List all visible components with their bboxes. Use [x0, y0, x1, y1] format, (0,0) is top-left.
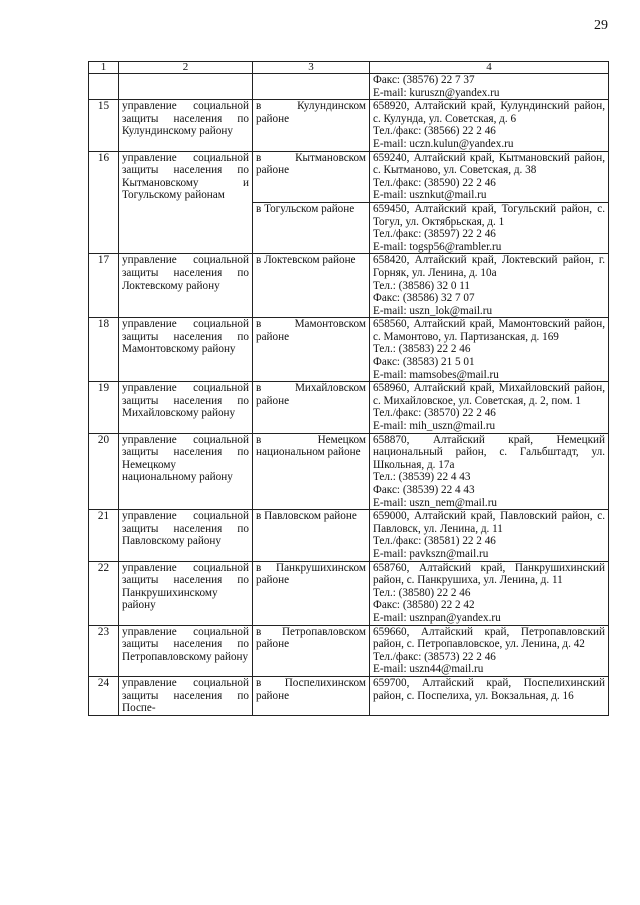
row-number: 16: [89, 151, 119, 254]
email-line: E-mail: uszn_lok@mail.ru: [373, 304, 493, 317]
address-line: 658420, Алтайский край, Локтевский район, г. Горняк, ул. Ленина, д. 10а: [373, 254, 605, 279]
organization-name: управление социальной защиты населения по Кытмановскому и Тогульскому районам: [119, 151, 253, 254]
phone-line: Тел./факс: (38581) 22 2 46: [373, 535, 496, 548]
address-line: 659450, Алтайский край, Тогульский район, с. Тогул, ул. Октябрьская, д. 1: [373, 202, 605, 228]
address-line: 658560, Алтайский край, Мамонтовский район, с. Мамонтово, ул. Партизанская, д. 169: [373, 318, 605, 343]
continuation-fax: Факс: (38576) 22 7 37: [373, 74, 475, 86]
organization-name: управление социальной защиты населения по Немецкому национальному району: [119, 433, 253, 510]
row-number: 21: [89, 510, 119, 561]
organization-name: управление социальной защиты населения по Локтевскому району: [119, 254, 253, 318]
address-line: 659000, Алтайский край, Павловский район, с. Павловск, ул. Ленина, д. 11: [373, 510, 605, 535]
row-number: 17: [89, 254, 119, 318]
row-number: 24: [89, 676, 119, 715]
phone-line: Тел.: (38580) 22 2 46: [373, 586, 471, 599]
address-line: 659660, Алтайский край, Петропавловский район, с. Петропавловское, ул. Ленина, д. 42: [373, 625, 605, 651]
district-name: в Кулундинском районе: [253, 100, 370, 151]
address-line: 659700, Алтайский край, Поспелихинский район, с. Поспелиха, ул. Вокзальная, д. 16: [373, 676, 605, 702]
district-name: в Мамонтовском районе: [253, 318, 370, 382]
email-line: E-mail: mih_uszn@mail.ru: [373, 420, 496, 433]
email-line: E-mail: usznkut@mail.ru: [373, 189, 487, 202]
column-number-4: 4: [370, 62, 609, 74]
fax-line: Факс: (38586) 32 7 07: [373, 292, 475, 305]
organization-name: управление социальной защиты населения по Кулундинскому району: [119, 100, 253, 151]
phone-line: Тел.: (38583) 22 2 46: [373, 343, 471, 356]
address-line: 658960, Алтайский край, Михайловский район, с. Михайловское, ул. Советская, д. 2, пом. 1: [373, 382, 605, 407]
column-number-3: 3: [253, 62, 370, 74]
contact-details: [370, 676, 609, 715]
continuation-num-cell: [89, 74, 119, 100]
district-name: в Кытмановском районе: [253, 151, 370, 202]
organization-name: управление социальной защиты населения по Панкрушихинскому району: [119, 561, 253, 625]
address-line: 659240, Алтайский край, Кытмановский район, с. Кытманово, ул. Советская, д. 38: [373, 151, 605, 177]
contact-details: [370, 382, 609, 433]
continuation-row: [89, 74, 609, 100]
phone-line: Тел.: (38586) 32 0 11: [373, 279, 471, 292]
email-line: E-mail: uczn.kulun@yandex.ru: [373, 137, 514, 150]
row-number: 23: [89, 625, 119, 676]
column-number-row: [89, 62, 609, 74]
email-line: E-mail: uszn_nem@mail.ru: [373, 496, 498, 509]
contact-details: [370, 433, 609, 510]
column-number-1: 1: [89, 62, 119, 74]
district-name: в Локтевском районе: [253, 254, 370, 318]
table-row: [89, 433, 609, 510]
row-number: 20: [89, 433, 119, 510]
fax-line: Факс: (38539) 22 4 43: [373, 484, 475, 496]
contact-details: [370, 100, 609, 151]
district-name: в Петропавловском районе: [253, 625, 370, 676]
continuation-email: E-mail: kuruszn@yandex.ru: [373, 86, 500, 99]
table-row: [89, 382, 609, 433]
table-row: [89, 151, 609, 202]
contact-details: [370, 254, 609, 318]
table-row: [89, 510, 609, 561]
continuation-org-cell: [119, 74, 253, 100]
organization-name: управление социальной защиты населения по Павловскому району: [119, 510, 253, 561]
contact-details: [370, 318, 609, 382]
fax-line: Факс: (38580) 22 2 42: [373, 599, 475, 612]
district-name: в Тогульском районе: [253, 202, 370, 253]
phone-line: Тел./факс: (38597) 22 2 46: [373, 228, 496, 241]
phone-line: Тел./факс: (38570) 22 2 46: [373, 407, 496, 420]
contact-details: [370, 561, 609, 625]
phone-line: Тел.: (38539) 22 4 43: [373, 471, 471, 484]
district-name: в Немецком национальном районе: [253, 433, 370, 510]
contact-details: [370, 202, 609, 253]
email-line: E-mail: pavkszn@mail.ru: [373, 547, 489, 560]
district-name: в Панкрушихинском районе: [253, 561, 370, 625]
address-line: 658870, Алтайский край, Немецкий национальный район, с. Гальбштадт, ул. Школьная, д. 17а: [373, 433, 605, 471]
district-name: в Михайловском районе: [253, 382, 370, 433]
organization-name: управление социальной защиты населения по Петропавловскому району: [119, 625, 253, 676]
phone-line: Тел./факс: (38590) 22 2 46: [373, 176, 496, 189]
email-line: E-mail: usznpan@yandex.ru: [373, 611, 501, 624]
continuation-contacts-cell: [370, 74, 609, 100]
email-line: E-mail: uszn44@mail.ru: [373, 663, 484, 676]
email-line: E-mail: mamsobes@mail.ru: [373, 368, 499, 381]
contact-details: [370, 151, 609, 202]
table-row: [89, 100, 609, 151]
district-name: в Павловском районе: [253, 510, 370, 561]
continuation-area-cell: [253, 74, 370, 100]
organization-name: управление социальной защиты населения по Поспе-: [119, 676, 253, 715]
district-name: в Поспелихинском районе: [253, 676, 370, 715]
organization-name: управление социальной защиты населения по Мамонтовскому району: [119, 318, 253, 382]
row-number: 22: [89, 561, 119, 625]
table-row: [89, 254, 609, 318]
email-line: E-mail: togsp56@rambler.ru: [373, 240, 502, 253]
table-row: [89, 625, 609, 676]
table-row: [89, 676, 609, 715]
phone-line: Тел./факс: (38566) 22 2 46: [373, 125, 496, 138]
fax-line: Факс: (38583) 21 5 01: [373, 356, 475, 369]
phone-line: Тел./факс: (38573) 22 2 46: [373, 650, 496, 663]
offices-table: [88, 61, 609, 716]
row-number: 19: [89, 382, 119, 433]
address-line: 658920, Алтайский край, Кулундинский район, с. Кулунда, ул. Советская, д. 6: [373, 100, 605, 125]
page-number: 29: [594, 18, 608, 33]
contact-details: [370, 510, 609, 561]
address-line: 658760, Алтайский край, Панкрушихинский район, с. Панкрушиха, ул. Ленина, д. 11: [373, 561, 605, 587]
table-row: [89, 561, 609, 625]
table-row: [89, 318, 609, 382]
column-number-2: 2: [119, 62, 253, 74]
row-number: 18: [89, 318, 119, 382]
organization-name: управление социальной защиты населения по Михайловскому району: [119, 382, 253, 433]
contact-details: [370, 625, 609, 676]
row-number: 15: [89, 100, 119, 151]
